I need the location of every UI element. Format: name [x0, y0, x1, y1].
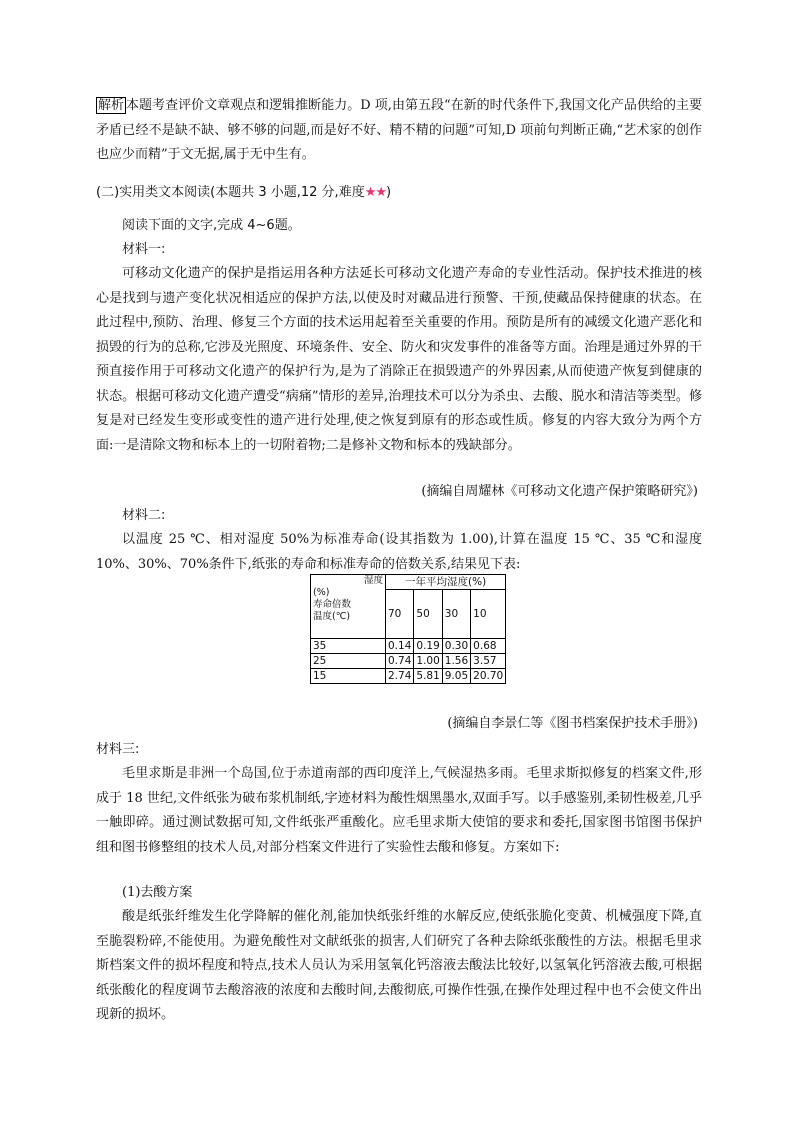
material3-text: 毛里求斯是非洲一个岛国,位于赤道南部的西印度洋上,气候湿热多雨。毛里求斯拟修复的档案文件,形成于 18 世纪,文件纸张为破布浆机制纸,字迹材料为酸性烟黑墨水,双面手写。以手感鉴别,柔韧性极差,几乎一触即碎。通过测试数据可知,文件纸张严重酸化。应毛里求斯大使馆的要求和委托,国家图书馆图书保护组和图书修整组的技术人员,对部分档案文件进行了实验性去酸和修复。方案如下:	[96, 766, 702, 855]
table-corner-cell	[311, 575, 386, 639]
section-heading	[96, 181, 702, 206]
table-cell: 9.05	[442, 669, 470, 684]
material1-text: 可移动文化遗产的保护是指运用各种方法延长可移动文化遗产寿命的专业性活动。保护技术推进的核心是找到与遗产变化状况相适应的保护方法,以使及时对藏品进行预警、干预,使藏品保持健康的状态。在此过程中,预防、治理、修复三个方面的技术运用起着至关重要的作用。预防是所有的减缓文化遗产恶化和损毁的行为的总称,它涉及光照度、环境条件、安全、防火和灾发事件的准备等方面。治理是通过外界的干预直接作用于可移动文化遗产的保护行为,是为了消除正在损毁遗产的外界因素,从而使遗产恢复到健康的状态。根据可移动文化遗产遭受“病痛”情形的差异,治理技术可以分为杀虫、去酸、脱水和清洁等类型。修复是对已经发生变形或变性的遗产进行处理,使之恢复到原有的形态或性质。修复的内容大致分为两个方面:一是清除文物和标本上的一切附着物;二是修补文物和标本的残缺部分。	[96, 266, 702, 453]
material2-text: 以温度 25 ℃、相对湿度 50%为标准寿命(设其指数为 1.00),计算在温度 15 ℃、35 ℃和湿度10%、30%、70%条件下,纸张的寿命和标准寿命的倍数关系,结果见下表:	[96, 532, 702, 572]
analysis-tag: 解析	[98, 98, 125, 113]
paper-life-table	[310, 574, 506, 684]
table-cell: 5.81	[414, 669, 442, 684]
table-cell: 2.74	[386, 669, 414, 684]
material1-label: 材料一:	[122, 242, 166, 257]
table-cell: 0.14	[386, 639, 414, 654]
table-cell: 0.68	[471, 639, 506, 654]
section-heading-close: )	[386, 185, 392, 200]
corner-humidity-unit: (%)	[313, 587, 330, 598]
analysis-paragraph	[96, 94, 702, 168]
material2-label: 材料二:	[122, 508, 166, 523]
table-row	[311, 639, 506, 654]
section-heading-text: (二)实用类文本阅读(本题共 3 小题,12 分,难度	[96, 185, 365, 200]
material1-source: (摘编自周耀林《可移动文化遗产保护策略研究》)	[421, 484, 698, 499]
table-row	[311, 654, 506, 669]
row-temp: 35	[311, 639, 386, 654]
corner-temperature: 温度(℃)	[313, 611, 351, 622]
col-header: 30	[442, 590, 470, 639]
col-header: 50	[414, 590, 442, 639]
table-cell: 1.56	[442, 654, 470, 669]
corner-life-multiple: 寿命倍数	[313, 599, 352, 610]
instruction: 阅读下面的文字,完成 4~6题。	[122, 218, 301, 233]
table-row	[311, 669, 506, 684]
col-header: 10	[471, 590, 506, 639]
table-cell: 3.57	[471, 654, 506, 669]
table-cell: 0.30	[442, 639, 470, 654]
corner-humidity: 湿度	[363, 575, 383, 586]
material3-label: 材料三:	[96, 742, 140, 757]
analysis-text: 本题考查评价文章观点和逻辑推断能力。D 项,由第五段“在新的时代条件下,我国文化产品供给的主要矛盾已经不是缺不缺、够不够的问题,而是好不好、精不精的问题”可知,D 项前句判断正确,“艺术家的创作也应少而精”于文无据,属于无中生有。	[96, 98, 702, 162]
difficulty-stars: ★★	[364, 185, 387, 200]
table-cell: 0.74	[386, 654, 414, 669]
row-temp: 25	[311, 654, 386, 669]
table-header-row	[311, 575, 506, 590]
material3-subtext: 酸是纸张纤维发生化学降解的催化剂,能加快纸张纤维的水解反应,使纸张脆化变黄、机械强度下降,直至脆裂粉碎,不能使用。为避免酸性对文献纸张的损害,人们研究了各种去除纸张酸性的方法。根据毛里求斯档案文件的损坏程度和特点,技术人员认为采用氢氧化钙溶液去酸法比较好,以氢氧化钙溶液去酸,可根据纸张酸化的程度调节去酸溶液的浓度和去酸时间,去酸彻底,可操作性强,在操作处理过程中也不会使文件出现新的损坏。	[96, 909, 702, 1022]
row-temp: 15	[311, 669, 386, 684]
table-cell: 1.00	[414, 654, 442, 669]
table-cell: 0.19	[414, 639, 442, 654]
table-group-header: 一年平均湿度(%)	[386, 575, 506, 590]
col-header: 70	[386, 590, 414, 639]
material2-source: (摘编自李景仁等《图书档案保护技术手册》)	[447, 716, 698, 731]
table-cell: 20.70	[471, 669, 506, 684]
material3-subheading: (1)去酸方案	[122, 885, 193, 900]
